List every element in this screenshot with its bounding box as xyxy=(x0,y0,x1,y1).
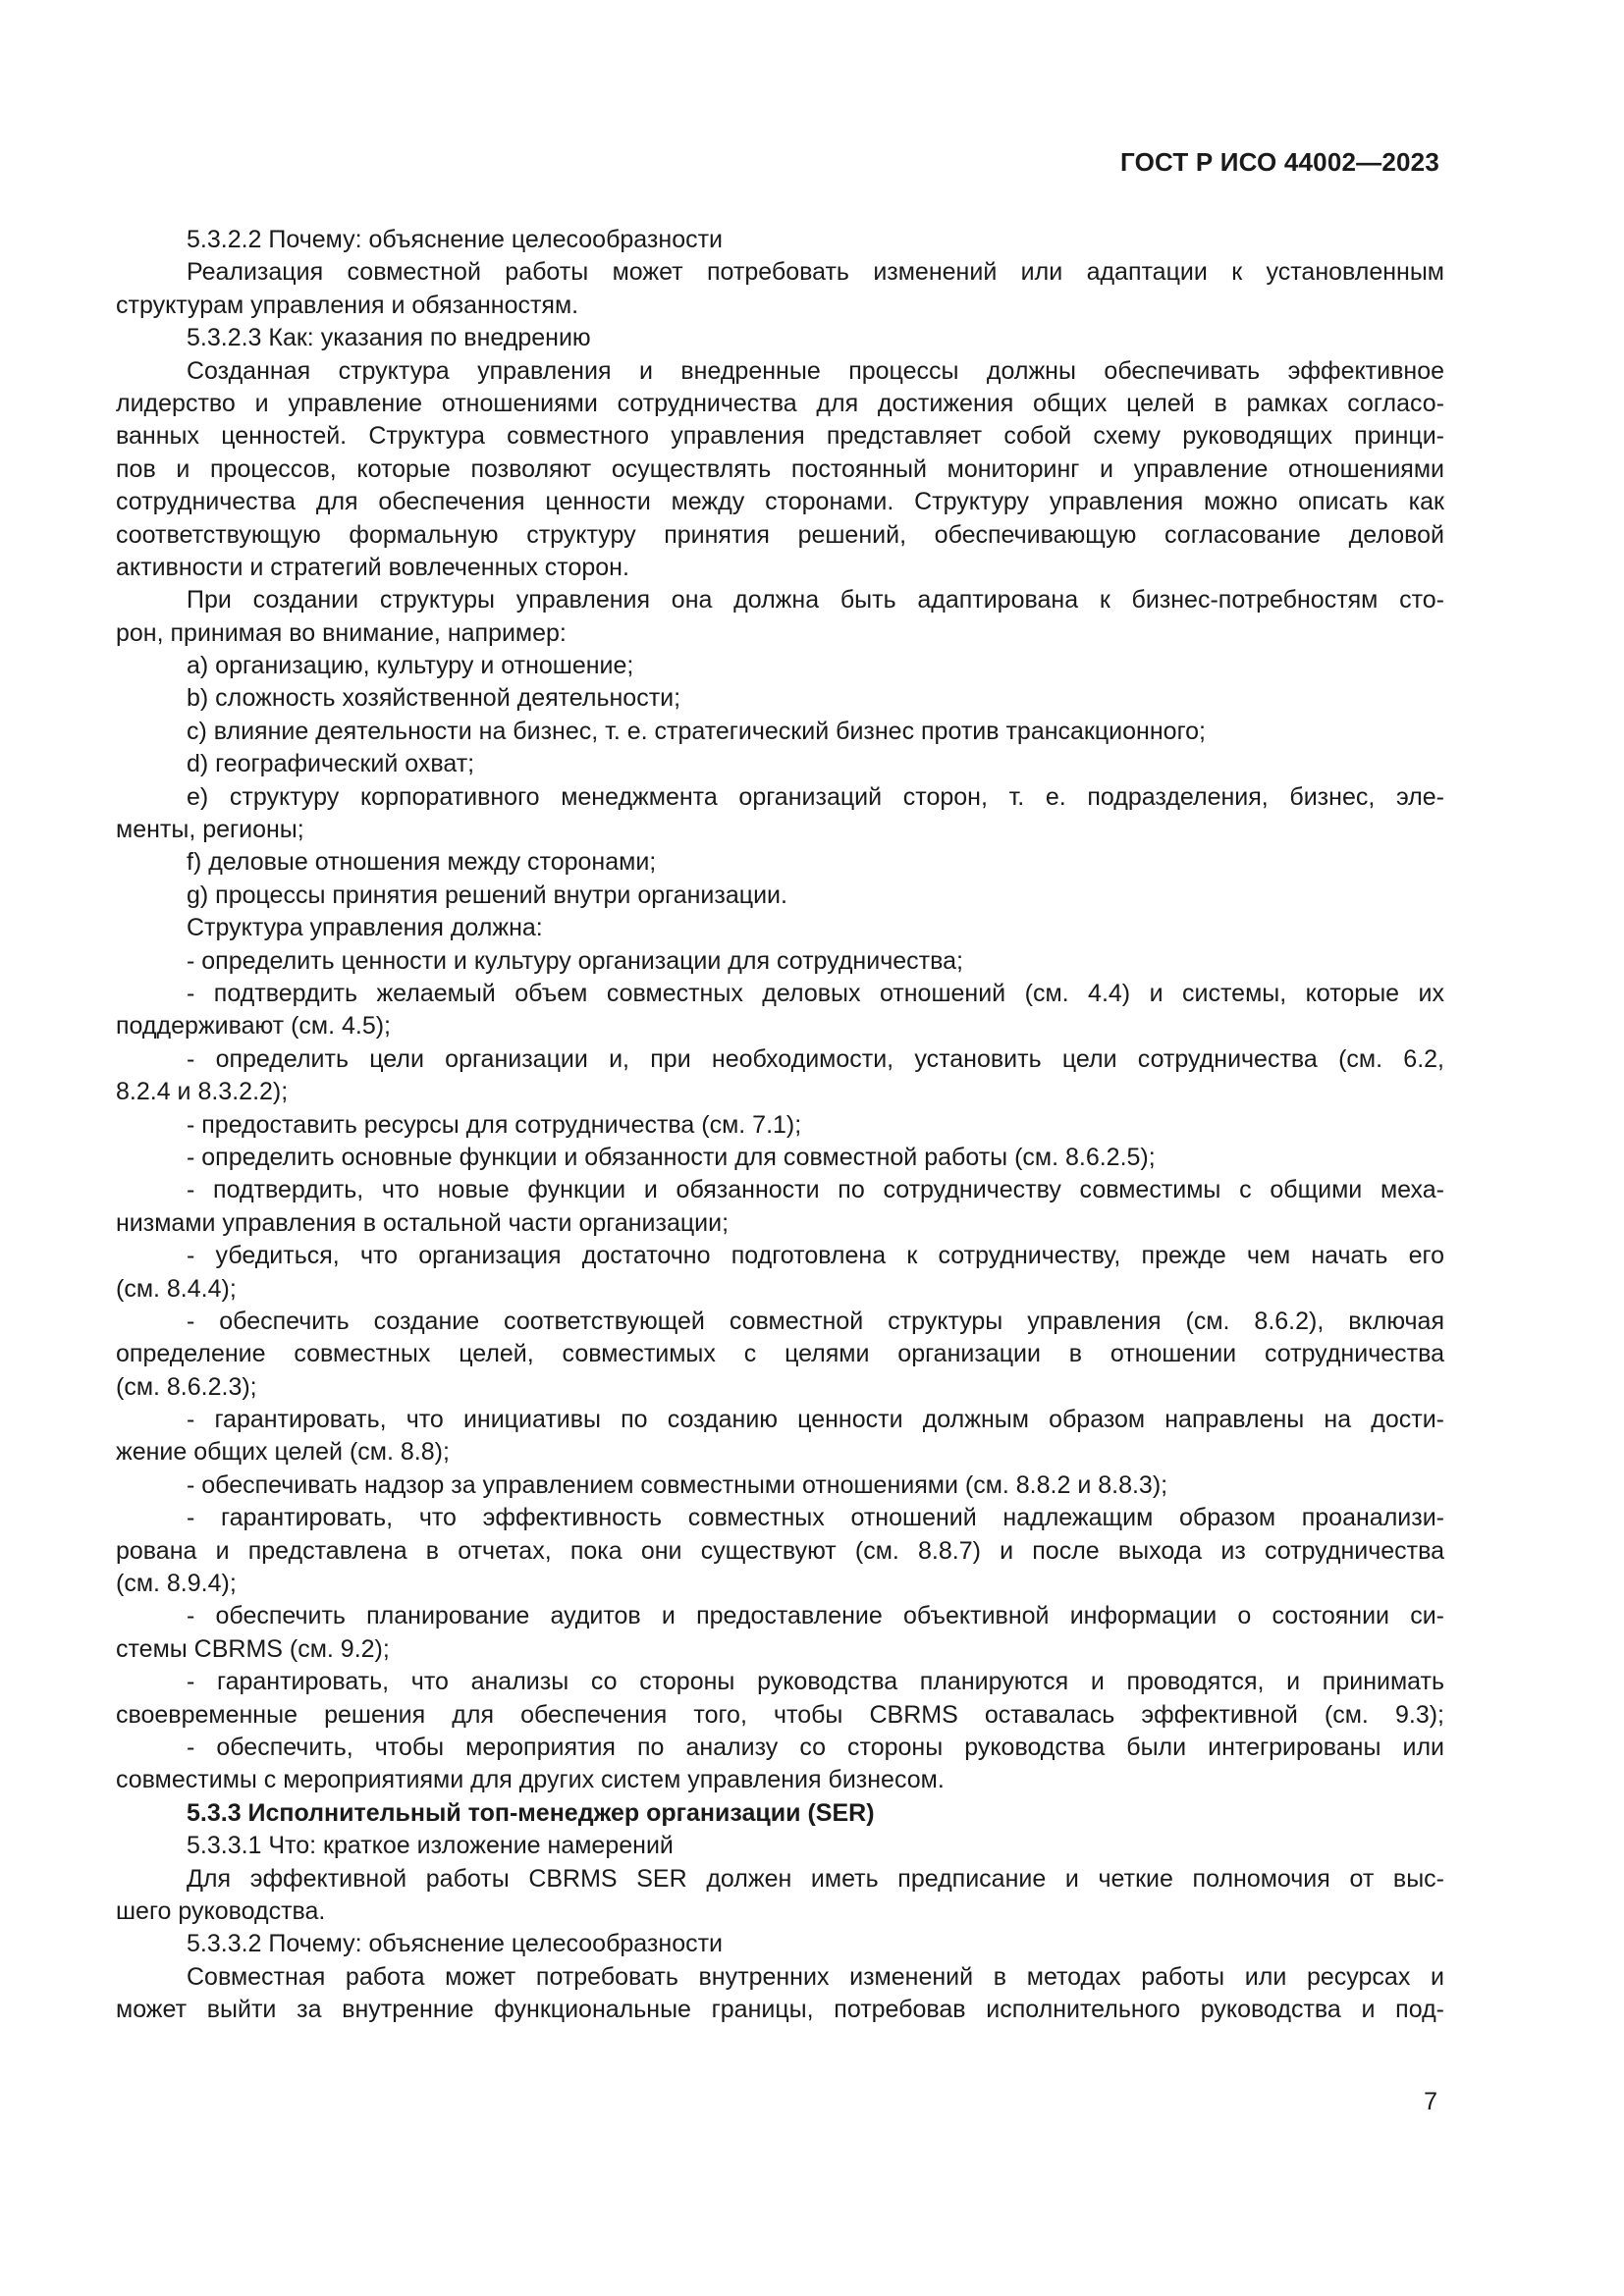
text-line: (см. 8.4.4); xyxy=(116,1274,237,1303)
text-line: низмами управления в остальной части организации; xyxy=(116,1208,730,1237)
text-line: f) деловые отношения между сторонами; xyxy=(187,848,657,877)
text-line: Реализация совместной работы может потребовать изменений или адаптации к установленным xyxy=(187,258,1444,287)
text-line: сотрудничества для обеспечения ценности между сторонами. Структуру управления можно описать как xyxy=(116,488,1444,516)
text-line: a) организацию, культуру и отношение; xyxy=(187,652,634,680)
document-code-header: ГОСТ Р ИСО 44002—2023 xyxy=(1119,147,1439,177)
text-line: Созданная структура управления и внедренные процессы должны обеспечивать эффективное xyxy=(187,356,1444,385)
page-number: 7 xyxy=(1424,2088,1437,2115)
text-line: соответствующую формальную структуру принятия решений, обеспечивающую согласование деловой xyxy=(116,520,1444,549)
text-line: - обеспечить планирование аудитов и предоставление объективной информации о состоянии си- xyxy=(187,1602,1444,1630)
text-line: шего руководства. xyxy=(116,1896,326,1925)
text-line: структурам управления и обязанностям. xyxy=(116,291,579,319)
text-line: своевременные решения для обеспечения того, чтобы CBRMS оставалась эффективной (см. 9.3); xyxy=(116,1700,1444,1729)
text-line: При создании структуры управления она должна быть адаптирована к бизнес-потребностям сто- xyxy=(187,586,1444,614)
text-line: - подтвердить, что новые функции и обязанности по сотрудничеству совместимы с общими меха- xyxy=(187,1176,1444,1204)
text-line: c) влияние деятельности на бизнес, т. е. стратегический бизнес против трансакционного; xyxy=(187,717,1206,745)
text-line: (см. 8.9.4); xyxy=(116,1570,237,1598)
text-line: пов и процессов, которые позволяют осуществлять постоянный мониторинг и управление отношениями xyxy=(116,454,1444,483)
text-line: - гарантировать, что анализы со стороны руководства планируются и проводятся, и принимать xyxy=(187,1668,1444,1696)
text-line: b) сложность хозяйственной деятельности; xyxy=(187,684,681,713)
section-heading: 5.3.3 Исполнительный топ-менеджер организации (SER) xyxy=(187,1798,875,1827)
text-line: может выйти за внутренние функциональные границы, потребовав исполнительного руководства и под- xyxy=(116,1996,1444,2024)
text-line: - определить ценности и культуру организации для сотрудничества; xyxy=(187,946,963,975)
text-line: Для эффективной работы CBRMS SER должен иметь предписание и четкие полномочия от выс- xyxy=(187,1864,1444,1893)
text-line: - предоставить ресурсы для сотрудничества (см. 7.1); xyxy=(187,1110,802,1139)
text-line: - подтвердить желаемый объем совместных деловых отношений (см. 4.4) и системы, которые их xyxy=(187,979,1444,1007)
text-line: - гарантировать, что инициативы по созданию ценности должным образом направлены на дости- xyxy=(187,1406,1444,1434)
text-line: d) географический охват; xyxy=(187,750,475,778)
text-line: 5.3.2.2 Почему: объяснение целесообразности xyxy=(187,226,724,253)
text-line: 8.2.4 и 8.3.2.2); xyxy=(116,1078,289,1106)
text-line: 5.3.3.1 Что: краткое изложение намерений xyxy=(187,1832,674,1860)
text-line: 5.3.3.2 Почему: объяснение целесообразности xyxy=(187,1930,724,1958)
text-line: - гарантировать, что эффективность совместных отношений надлежащим образом проанализи- xyxy=(187,1504,1444,1532)
text-line: Структура управления должна: xyxy=(187,914,543,942)
text-line: - обеспечивать надзор за управлением совместными отношениями (см. 8.8.2 и 8.8.3); xyxy=(187,1470,1168,1499)
text-line: лидерство и управление отношениями сотрудничества для достижения общих целей в рамках согласо- xyxy=(116,389,1444,417)
text-line: e) структуру корпоративного менеджмента организаций сторон, т. е. подразделения, бизнес, эле- xyxy=(187,782,1444,811)
text-line: совместимы с мероприятиями для других систем управления бизнесом. xyxy=(116,1766,945,1794)
text-line: - обеспечить, чтобы мероприятия по анализу со стороны руководства были интегрированы или xyxy=(187,1733,1444,1761)
text-line: (см. 8.6.2.3); xyxy=(116,1372,257,1401)
text-line: - определить основные функции и обязанности для совместной работы (см. 8.6.2.5); xyxy=(187,1143,1156,1171)
text-line: - убедиться, что организация достаточно подготовлена к сотрудничеству, прежде чем начать его xyxy=(187,1242,1444,1270)
text-line: менты, регионы; xyxy=(116,816,304,844)
text-line: стемы CBRMS (см. 9.2); xyxy=(116,1634,390,1663)
text-line: ванных ценностей. Структура совместного управления представляет собой схему руководящих принци- xyxy=(116,422,1444,451)
text-line: поддерживают (см. 4.5); xyxy=(116,1012,391,1041)
body-text xyxy=(116,224,1444,2026)
text-line: жение общих целей (см. 8.8); xyxy=(116,1438,450,1467)
text-line: - обеспечить создание соответствующей совместной структуры управления (см. 8.6.2), включая xyxy=(187,1307,1444,1335)
text-line: определение совместных целей, совместимых с целями организации в отношении сотрудничества xyxy=(116,1340,1444,1368)
text-line: активности и стратегий вовлеченных сторон. xyxy=(116,553,629,581)
text-line: рована и представлена в отчетах, пока они существуют (см. 8.8.7) и после выхода из сотрудничества xyxy=(116,1536,1444,1565)
text-line: рон, принимая во внимание, например: xyxy=(116,618,567,647)
text-line: g) процессы принятия решений внутри организации. xyxy=(187,881,787,909)
text-line: - определить цели организации и, при необходимости, установить цели сотрудничества (см. 6.2, xyxy=(187,1044,1444,1073)
text-line: Совместная работа может потребовать внутренних изменений в методах работы или ресурсах и xyxy=(187,1962,1444,1991)
text-line: 5.3.2.3 Как: указания по внедрению xyxy=(187,324,591,352)
